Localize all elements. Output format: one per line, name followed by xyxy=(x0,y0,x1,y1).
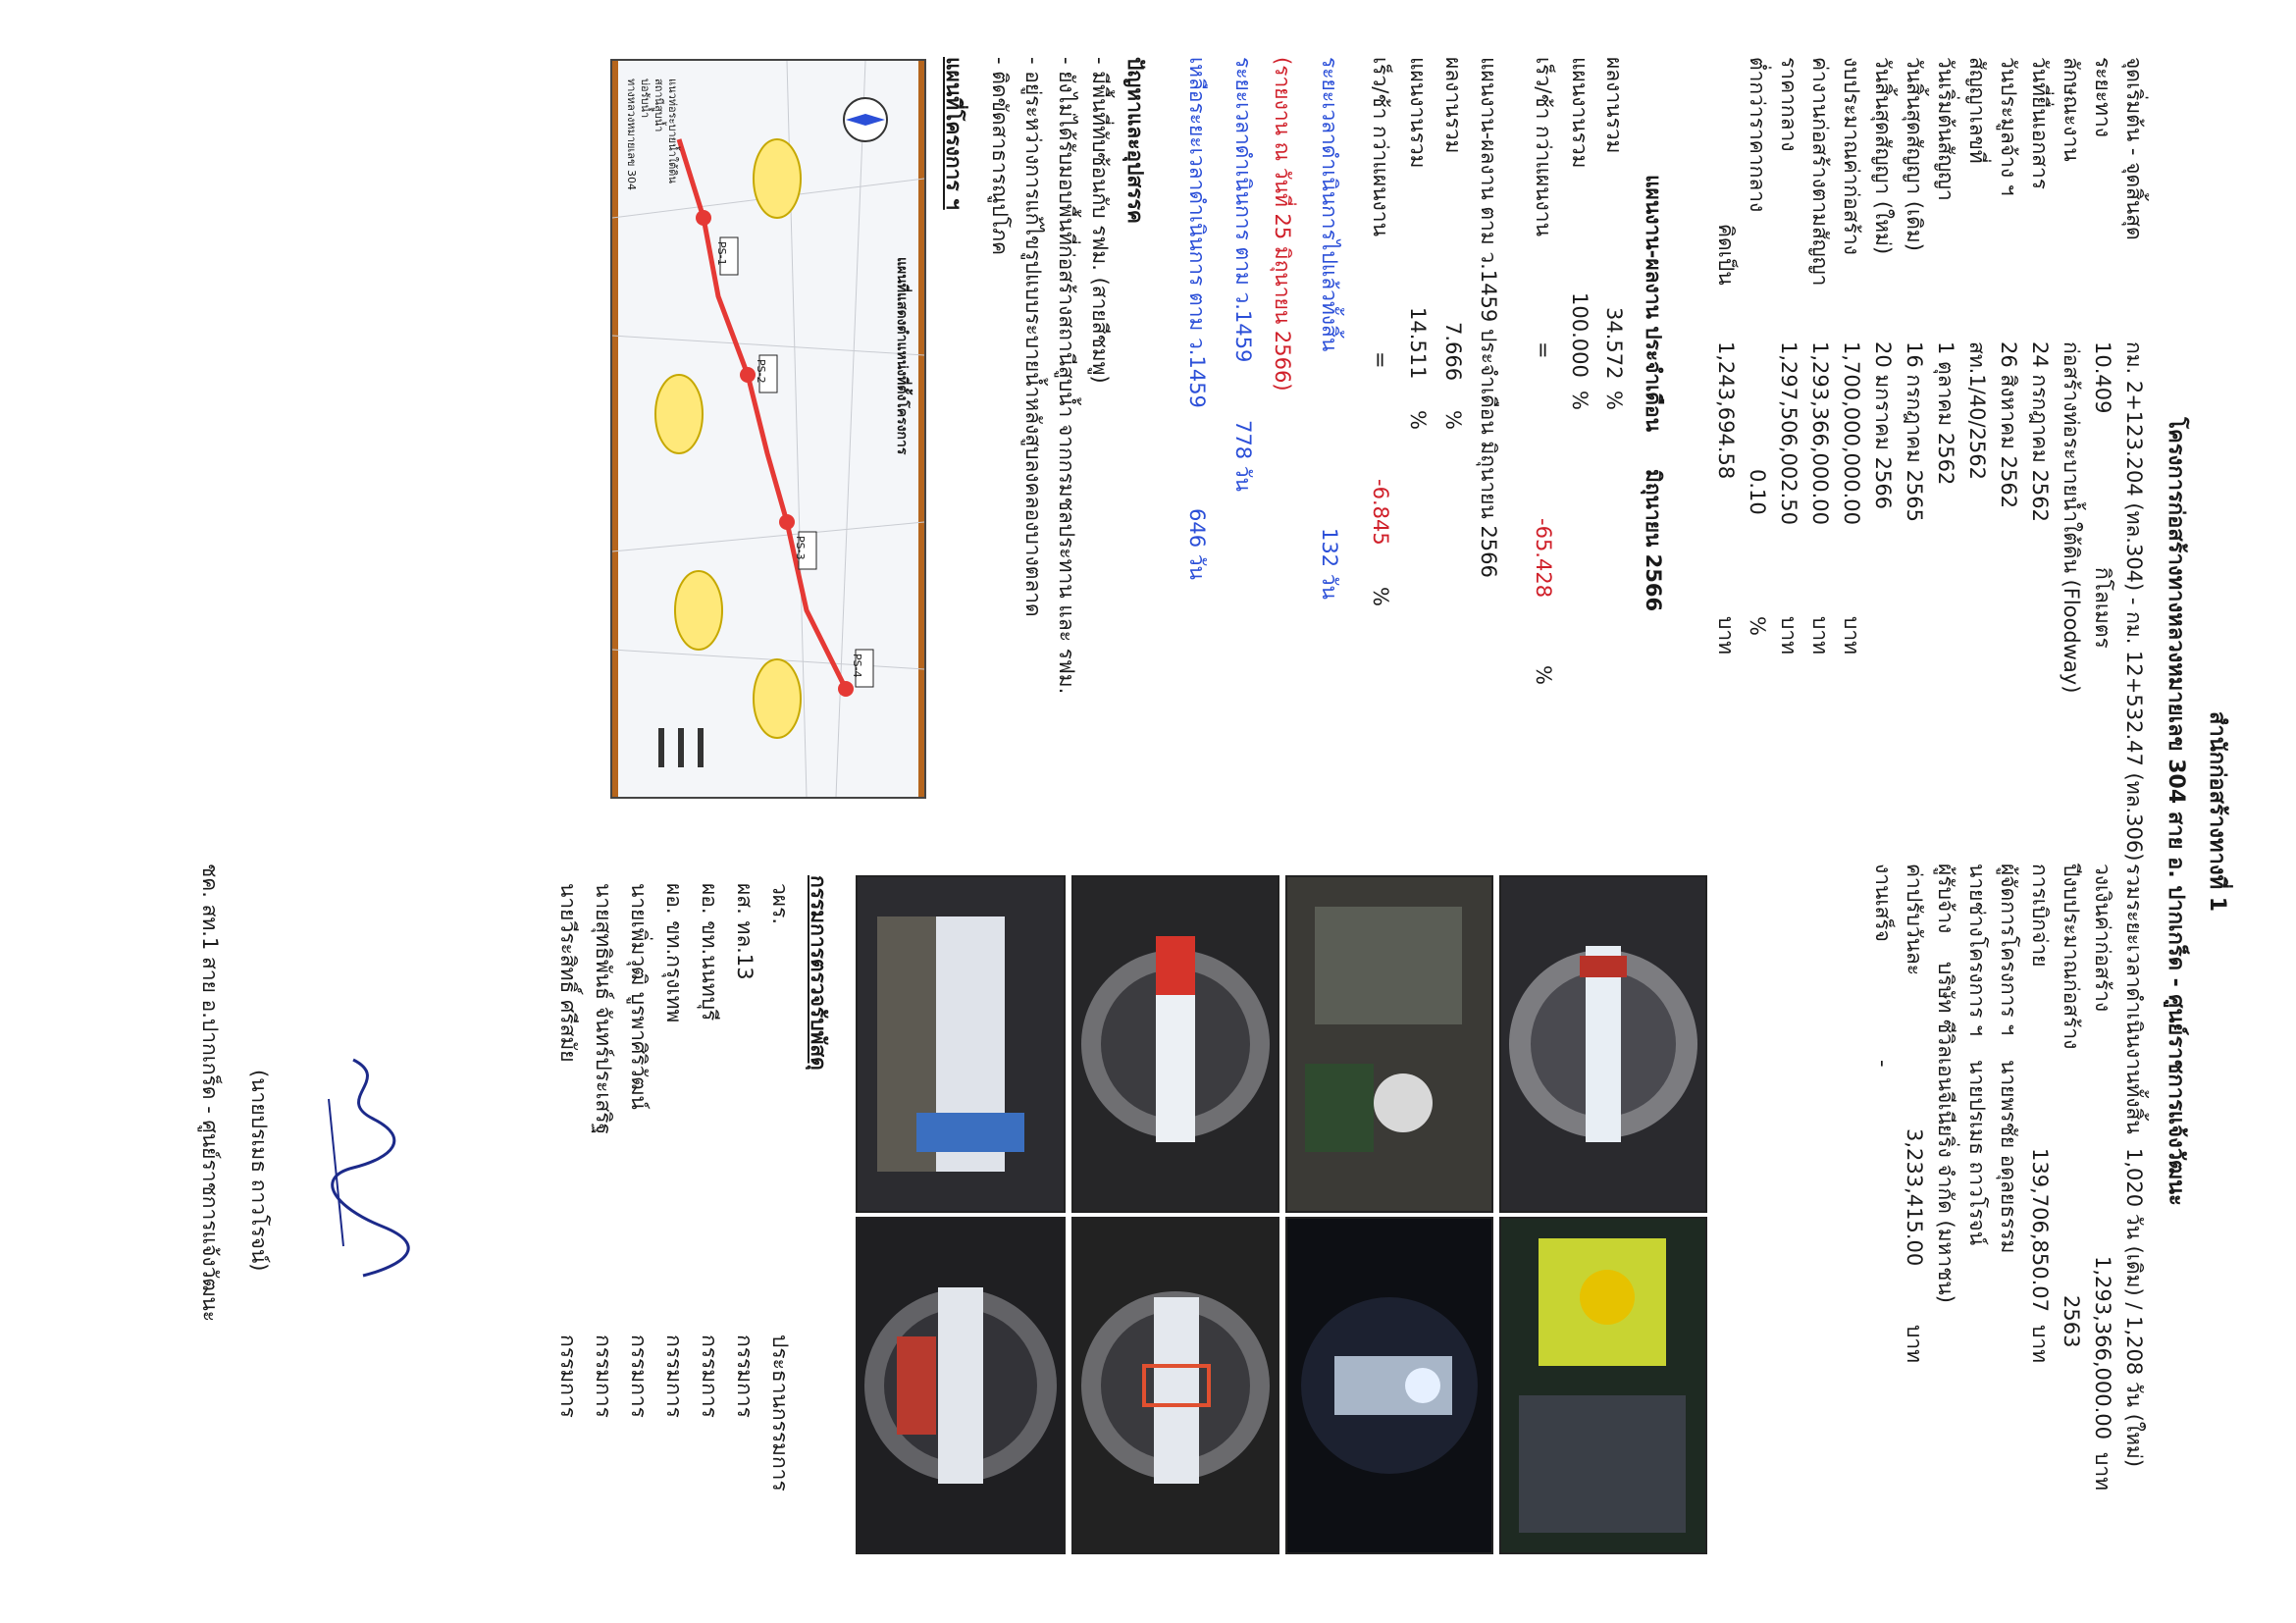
info-unit: บาท xyxy=(1714,616,1738,654)
info-value: 1,293,366,000.00 xyxy=(1808,341,1832,526)
pct-unit: % xyxy=(1369,587,1392,606)
diff-label: เร็ว/ช้า กว่าแผนงาน xyxy=(1532,57,1555,236)
info-row xyxy=(1994,864,2023,1590)
durations xyxy=(1148,57,1344,842)
member-role: กรรมการ xyxy=(733,1335,757,1418)
problem-text: - ติดขัดสาธารณูปโภค xyxy=(988,57,1012,256)
info-label: ผู้รับจ้าง xyxy=(1934,864,1957,934)
info-value: 1,297,506,002.50 xyxy=(1777,341,1800,526)
w1459-value: 778 วัน xyxy=(1231,420,1255,492)
committee-row xyxy=(589,883,618,1570)
info-value: ก่อสร้างท่อระบายน้ำใต้ดิน (Floodway) xyxy=(2060,341,2083,694)
info-label: วันสิ้นสุดสัญญา (ใหม่) xyxy=(1871,57,1895,255)
problem-text: - ยังไม่ได้รับมอบพื้นที่ก่อสร้างสถานีสูบน้ำ จากกรมชลประทาน และ รฟม. xyxy=(1055,57,1078,695)
info-value: 139,706,850.07 xyxy=(2028,1148,2052,1312)
plan-value: 14.511 xyxy=(1406,307,1430,380)
committee-row xyxy=(695,883,724,1570)
info-label: ระยะทาง xyxy=(2091,57,2114,138)
project-title: โครงการก่อสร้างทางหลวงหมายเลข 304 สาย อ. ปากเกร็ด - ศูนย์ราชการแจ้งวัฒนะ xyxy=(2164,417,2188,1206)
site-photo xyxy=(856,1217,1066,1554)
info-label: วันประมูลจ้าง ฯ xyxy=(1997,57,2020,196)
info-label: นายช่างโครงการ ฯ xyxy=(1965,864,1989,1036)
info-row xyxy=(2025,864,2055,1590)
problem-item xyxy=(1052,57,1081,842)
info-value: 3,233,415.00 xyxy=(1903,1128,1926,1267)
info-value: 26 สิงหาคม 2562 xyxy=(1997,341,2020,509)
problem-text: - มีพื้นที่ทับซ้อนกับ รฟม. (สายสีชมพู) xyxy=(1088,57,1112,384)
info-label: จุดเริ่มต้น - จุดสิ้นสุด xyxy=(2122,57,2146,240)
info-label: ค่าปรับวันละ xyxy=(1903,864,1926,976)
workers-photo-image xyxy=(1287,877,1491,1211)
info-unit: บาท xyxy=(1840,616,1863,654)
committee-row xyxy=(553,883,583,1570)
info-value: 1 ตุลาคม 2562 xyxy=(1934,341,1957,486)
info-value: นายพรชัย อดุลยธรรม xyxy=(1997,1060,2020,1254)
committee-list xyxy=(540,883,795,1570)
plan-value: 100.000 xyxy=(1568,292,1592,378)
info-unit: กิโลเมตร xyxy=(2091,567,2114,649)
info-row xyxy=(1711,57,1741,1136)
elapsed-value: 132 วัน xyxy=(1318,528,1341,600)
signer-name: (นายปรเมธ ถาวโรจน์) xyxy=(247,1070,271,1272)
info-value: 0.10 xyxy=(1746,469,1769,515)
problem-item xyxy=(1085,57,1115,842)
committee-title: กรรมการตรวจรับพัสดุ xyxy=(807,875,830,1071)
map-legend xyxy=(624,79,679,190)
info-value: กม. 2+123.204 (ทล.304) - กม. 12+532.47 (ทล.306) xyxy=(2122,341,2146,862)
info-value: สท.1/40/2562 xyxy=(1965,341,1989,481)
legend-item: ทางหลวงหมายเลข 304 xyxy=(625,79,638,190)
info-row xyxy=(1743,57,1772,1136)
info-value: นายปรเมธ ถาวโรจน์ xyxy=(1965,1060,1989,1246)
site-photo xyxy=(1285,875,1493,1213)
w1459-row xyxy=(1228,57,1258,842)
info-label: ผู้จัดการโครงการ ฯ xyxy=(1997,864,2020,1036)
committee-row xyxy=(765,883,795,1570)
plan-label: แผนงานรวม xyxy=(1568,57,1592,169)
pct-unit: % xyxy=(1532,665,1555,685)
remain-label: เหลือระยะเวลาดำเนินการ ตาม ว.1459 xyxy=(1185,57,1209,408)
legend-item: บ่อรับน้ำ xyxy=(639,79,652,119)
revised-title: แผนงาน-ผลงาน ตาม ว.1459 ประจำเดือน มิถุนายน 2566 xyxy=(1477,57,1500,578)
info-label: การเบิกจ่าย xyxy=(2028,864,2052,968)
info-row xyxy=(1868,864,1898,1590)
station-label: PS-1 xyxy=(715,241,728,266)
member-role: ประธานกรรมการ xyxy=(768,1335,792,1492)
problem-text: - อยู่ระหว่างการแก้ไขรูปแบบระบายน้ำหลังสูบลงคลองบางตลาด xyxy=(1021,57,1045,617)
info-label: สัญญาเลขที่ xyxy=(1965,57,1989,164)
equals-sign: = xyxy=(1532,341,1555,359)
map-heading: แผนที่แสดงตำแหน่งที่ตั้งโครงการ xyxy=(894,257,910,455)
report-date: (รายงาน ณ วันที่ 25 มิถุนายน 2566) xyxy=(1271,57,1294,392)
monthly-title: แผนงาน-ผลงาน ประจำเดือน xyxy=(1642,175,1665,432)
station-label: PS-3 xyxy=(794,536,807,560)
info-label: ค่างานก่อสร้างตามสัญญา xyxy=(1808,57,1832,287)
site-photo xyxy=(1071,1217,1279,1554)
report-date-row xyxy=(1268,57,1297,842)
member-role: กรรมการ xyxy=(698,1335,721,1418)
info-label: รวมระยะเวลาดำเนินงานทั้งสิ้น xyxy=(2122,864,2146,1134)
elapsed-label: ระยะเวลาดำเนินการไปแล้วทั้งสิ้น xyxy=(1318,57,1341,352)
pipe-overhead-photo-image xyxy=(858,1219,1064,1552)
info-row xyxy=(1931,864,1960,1590)
member-name: นายเพิ่มวุฒิ บูรพาศิริวัฒน์ xyxy=(627,883,651,1110)
info-unit: บาท xyxy=(1903,1325,1926,1363)
info-value: 16 กรกฎาคม 2565 xyxy=(1903,341,1926,523)
monthly-result-row xyxy=(1599,57,1629,842)
monthly-title-row xyxy=(1639,57,1668,842)
monthly-diff-row xyxy=(1529,57,1558,842)
member-role: กรรมการ xyxy=(592,1335,615,1418)
member-name: วผร. xyxy=(768,883,792,925)
info-label: ลักษณะงาน xyxy=(2060,57,2083,162)
pct-unit: % xyxy=(1406,410,1430,430)
info-row xyxy=(2088,864,2117,1590)
info-value: 20 มกราคม 2566 xyxy=(1871,341,1895,510)
info-unit: บาท xyxy=(2091,1452,2114,1491)
site-photo xyxy=(1499,1217,1707,1554)
pct-unit: % xyxy=(1441,410,1465,430)
info-value: 2563 xyxy=(2060,1295,2083,1348)
info-unit: บาท xyxy=(2028,1325,2052,1363)
site-photo xyxy=(1285,1217,1493,1554)
member-name: นายสุทธิพันธ์ จันทร์ประเสริฐ xyxy=(592,883,615,1135)
info-label: คิดเป็น xyxy=(1714,224,1738,286)
info-label: วันเริ่มต้นสัญญา xyxy=(1934,57,1957,201)
pct-unit: % xyxy=(1602,391,1626,410)
info-label: วงเงินค่าก่อสร้าง xyxy=(2091,864,2114,1013)
worker-photo-image xyxy=(1501,1219,1705,1552)
info-value: 24 กรกฎาคม 2562 xyxy=(2028,341,2052,523)
info-value: 1,243,694.58 xyxy=(1714,341,1738,480)
revised-plan-row xyxy=(1403,57,1433,842)
info-value: 1,020 วัน (เดิม) / 1,208 วัน (ใหม่) xyxy=(2122,1148,2146,1468)
legend-item: แนวท่อระบายน้ำใต้ดิน xyxy=(666,79,679,183)
info-row xyxy=(1900,864,1929,1590)
info-value: 1,293,366,000.00 xyxy=(2091,1256,2114,1440)
diff-value: -65.428 xyxy=(1532,518,1555,599)
info-label: งานเสร็จ xyxy=(1871,864,1895,942)
revised-result-row xyxy=(1438,57,1468,842)
pipe-frame-photo-image xyxy=(1073,1219,1278,1552)
elapsed-row xyxy=(1315,57,1344,842)
project-info-right xyxy=(1854,864,2149,1590)
site-photo xyxy=(1071,875,1279,1213)
committee-row xyxy=(624,883,653,1570)
info-value: บริษัท ซีวิลเอนจีเนียริ่ง จำกัด (มหาชน) xyxy=(1934,962,1957,1303)
pipe-install-photo-image xyxy=(858,877,1064,1211)
project-map xyxy=(610,59,926,799)
member-role: กรรมการ xyxy=(662,1335,686,1418)
department-title: สำนักก่อสร้างทางที่ 1 xyxy=(2205,710,2229,913)
revised-title-row xyxy=(1474,57,1503,842)
diff-value: -6.845 xyxy=(1369,479,1392,546)
info-unit: % xyxy=(1746,616,1769,636)
pipe-red-photo-image xyxy=(1073,877,1278,1211)
remain-value: 646 วัน xyxy=(1185,508,1209,580)
w1459-label: ระยะเวลาดำเนินการ ตาม ว.1459 xyxy=(1231,57,1255,363)
info-value: 10.409 xyxy=(2091,341,2114,414)
handwritten-signature xyxy=(304,1040,422,1295)
problems xyxy=(973,57,1150,842)
info-row xyxy=(2057,864,2086,1590)
problems-title-row xyxy=(1121,57,1150,842)
station-label: PS-4 xyxy=(851,654,863,678)
signer-position: ชค. สท.1 สาย อ.ปากเกร็ด - ศูนย์ราชการแจ้งวัฒนะ xyxy=(198,864,222,1323)
plan-label: แผนงานรวม xyxy=(1406,57,1430,169)
revised-progress xyxy=(1356,57,1503,842)
tunnel-light-photo-image xyxy=(1287,1219,1491,1552)
info-label: ต่ำกว่าราคากลาง xyxy=(1746,57,1769,213)
result-label: ผลงานรวม xyxy=(1602,57,1626,154)
revised-diff-row xyxy=(1366,57,1395,842)
site-photo xyxy=(1499,875,1707,1213)
info-row xyxy=(1805,57,1835,1136)
equals-sign: = xyxy=(1369,351,1392,369)
committee-row xyxy=(730,883,759,1570)
member-name: ผส. ทล.13 xyxy=(733,883,757,980)
member-role: กรรมการ xyxy=(556,1335,580,1418)
info-unit: บาท xyxy=(1808,616,1832,654)
result-value: 34.572 xyxy=(1602,307,1626,380)
legend-item: สถานีสูบน้ำ xyxy=(652,79,665,132)
tunnel-photo-image xyxy=(1501,877,1705,1211)
result-label: ผลงานรวม xyxy=(1441,57,1465,154)
remain-row xyxy=(1182,57,1212,842)
info-row xyxy=(1962,864,1992,1590)
member-role: กรรมการ xyxy=(627,1335,651,1418)
member-name: ผอ. ขท.นนทบุรี xyxy=(698,883,721,1021)
problem-item xyxy=(1018,57,1048,842)
result-value: 7.666 xyxy=(1441,322,1465,382)
info-label: ปีงบประมาณก่อสร้าง xyxy=(2060,864,2083,1050)
info-row xyxy=(2119,864,2149,1590)
info-label: วันสิ้นสุดสัญญา (เดิม) xyxy=(1903,57,1926,251)
info-label: งบประมาณค่าก่อสร้าง xyxy=(1840,57,1863,255)
info-label: ราคากลาง xyxy=(1777,57,1800,152)
site-photo xyxy=(856,875,1066,1213)
station-label: PS-2 xyxy=(755,359,767,384)
diff-label: เร็ว/ช้า กว่าแผนงาน xyxy=(1369,57,1392,236)
info-unit: บาท xyxy=(1777,616,1800,654)
member-name: นายวีระสิทธิ์ ศรีสมัย xyxy=(556,883,580,1063)
info-row xyxy=(1774,57,1803,1136)
monthly-plan-row xyxy=(1565,57,1594,842)
problems-title: ปัญหาและอุปสรรค xyxy=(1123,57,1147,224)
info-value: 1,700,000,000.00 xyxy=(1840,341,1863,526)
committee-row xyxy=(659,883,689,1570)
monthly-progress xyxy=(1521,57,1668,842)
monthly-month: มิถุนายน 2566 xyxy=(1642,469,1665,612)
member-name: ผอ. ขท.กรุงเทพ xyxy=(662,883,686,1023)
info-value: - xyxy=(1871,1060,1895,1068)
info-label: วันที่ยื่นเอกสาร xyxy=(2028,57,2052,190)
problem-item xyxy=(985,57,1015,842)
pct-unit: % xyxy=(1568,391,1592,410)
map-section-title: แผนที่โครงการ ฯ xyxy=(942,57,965,210)
